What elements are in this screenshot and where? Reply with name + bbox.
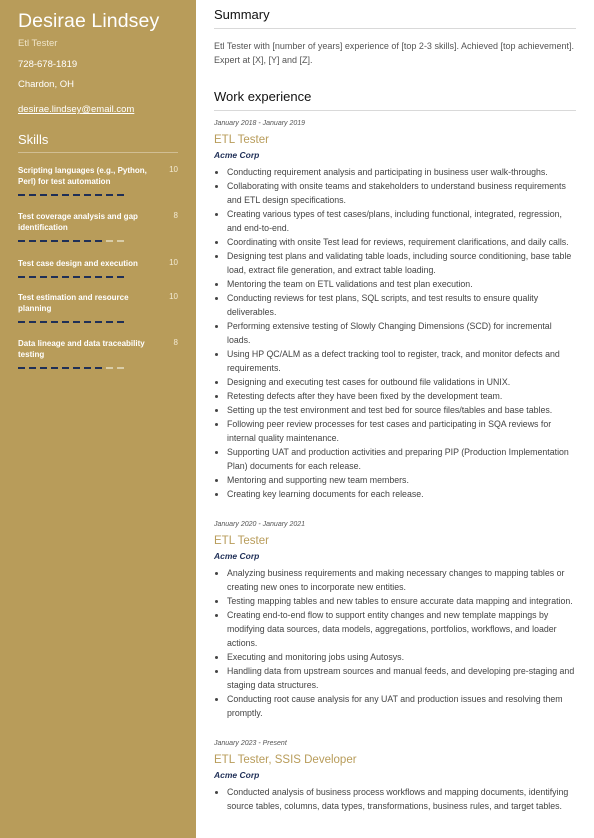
skill-bar-segment [73,367,80,369]
job-bullets [214,566,576,720]
job-bullet: • Conducting root cause analysis for any UAT and production issues and resolving them promptly. [227,692,576,720]
job-bullet: • Setting up the test environment and test bed for source files/tables and base tables. [227,403,576,417]
skill-rating-bar [18,321,178,323]
skill-bar-segment [40,276,47,278]
skill-bar-segment [73,276,80,278]
skill-bar-segment [117,240,124,242]
job-bullet: • Creating various types of test cases/plans, including functional, integrated, regression, and end-to-end. [227,207,576,235]
skill-bar-segment [106,367,113,369]
skill-bar-segment [51,240,58,242]
skill-bar-segment [84,276,91,278]
skill-bar-segment [62,276,69,278]
skill-bar-segment [62,240,69,242]
email-link[interactable]: desirae.lindsey@email.com [18,104,135,115]
skill-name: Test coverage analysis and gap identification [18,212,138,232]
skill-bar-segment [73,194,80,196]
sidebar [0,0,196,838]
skill-bar-segment [40,240,47,242]
skill-rating-bar [18,240,178,242]
skill-item [18,211,178,242]
skill-name: Test case design and execution [18,259,138,268]
job-bullet: • Performing extensive testing of Slowly Changing Dimensions (SCD) for incremental loads. [227,319,576,347]
main-content [214,0,576,813]
job-bullet: • Using HP QC/ALM as a defect tracking tool to register, track, and monitor defects and requirements. [227,347,576,375]
skill-bar-segment [73,321,80,323]
skill-bar-segment [95,194,102,196]
skills-list [18,165,178,369]
skill-bar-segment [73,240,80,242]
job-bullet: • Analyzing business requirements and making necessary changes to mapping tables or creating new ones to incorporate new entities. [227,566,576,594]
job-bullet: • Following peer review processes for test cases and participating in SQA reviews for internal quality maintenance. [227,417,576,445]
work-heading: Work experience [214,89,576,111]
skill-bar-segment [40,194,47,196]
skill-rating: 10 [169,165,178,174]
skill-bar-segment [29,367,36,369]
skill-bar-segment [18,194,25,196]
job-bullet: • Collaborating with onsite teams and stakeholders to understand business requirements and ETL design specifications. [227,179,576,207]
job-entry [214,520,576,720]
job-bullet: • Conducted analysis of business process workflows and mapping documents, identifying source tables, columns, data types, transformations, business rules, and target tables. [227,785,576,813]
skill-bar-segment [18,240,25,242]
skill-bar-segment [51,194,58,196]
skill-bar-segment [40,321,47,323]
job-entry [214,119,576,501]
job-dates: January 2023 - Present [214,740,287,747]
job-bullet: • Creating key learning documents for each release. [227,487,576,501]
skill-rating-bar [18,367,178,369]
job-bullet: • Coordinating with onsite Test lead for reviews, requirement clarifications, and daily calls. [227,235,576,249]
company-name: Acme Corp [214,551,260,561]
skill-bar-segment [84,240,91,242]
job-bullet: • Creating end-to-end flow to support entity changes and new template mappings by modifying data sources, data models, aggregations, portfolios, workflows, and loader actions. [227,608,576,650]
skill-bar-segment [29,321,36,323]
skill-bar-segment [95,240,102,242]
work-section [214,89,576,813]
skill-rating-bar [18,194,178,196]
skill-bar-segment [106,240,113,242]
location: Chardon, OH [18,79,74,90]
skill-rating-bar [18,276,178,278]
skill-rating: 8 [173,211,178,220]
skill-bar-segment [106,276,113,278]
summary-heading: Summary [214,7,576,29]
job-title: ETL Tester [214,535,269,547]
skill-bar-segment [18,276,25,278]
skill-bar-segment [29,240,36,242]
phone-number: 728-678-1819 [18,59,78,70]
skill-bar-segment [95,367,102,369]
skill-name: Scripting languages (e.g., Python, Perl) for test automation [18,166,147,186]
skills-heading: Skills [18,132,178,153]
job-entry [214,739,576,813]
skill-rating: 10 [169,292,178,301]
summary-text: Etl Tester with [number of years] experience of [top 2-3 skills]. Achieved [top achievement]. Expert at [X], [Y] and [Z]. [214,41,575,65]
candidate-title: Etl Tester [18,38,58,49]
skill-bar-segment [117,276,124,278]
job-bullet: • Mentoring the team on ETL validations and test plan execution. [227,277,576,291]
skill-bar-segment [51,276,58,278]
skill-bar-segment [51,321,58,323]
skill-rating: 8 [173,338,178,347]
candidate-name: Desirae Lindsey [18,10,160,32]
skill-bar-segment [18,321,25,323]
job-bullets [214,785,576,813]
job-title: ETL Tester [214,134,269,146]
skill-bar-segment [62,321,69,323]
jobs-list [214,119,576,813]
job-bullet: • Supporting UAT and production activities and preparing PIP (Production Implementation Plan) documents for each release. [227,445,576,473]
skill-bar-segment [95,321,102,323]
skill-bar-segment [117,367,124,369]
job-dates: January 2018 - January 2019 [214,120,306,127]
job-bullet: • Retesting defects after they have been fixed by the development team. [227,389,576,403]
skill-rating: 10 [169,258,178,267]
job-bullet: • Mentoring and supporting new team members. [227,473,576,487]
skill-bar-segment [117,194,124,196]
company-name: Acme Corp [214,770,260,780]
skill-bar-segment [40,367,47,369]
company-name: Acme Corp [214,150,260,160]
job-bullet: • Conducting requirement analysis and participating in business user walk-throughs. [227,165,576,179]
job-bullet: • Handling data from upstream sources and manual feeds, and developing pre-staging and staging data structures. [227,664,576,692]
skill-item [18,165,178,196]
skill-bar-segment [117,321,124,323]
skill-item [18,258,178,278]
job-bullet: • Testing mapping tables and new tables to ensure accurate data mapping and integration. [227,594,576,608]
skill-item [18,338,178,369]
skill-name: Data lineage and data traceability testing [18,339,145,359]
job-bullet: • Conducting reviews for test plans, SQL scripts, and test results to ensure quality deliverables. [227,291,576,319]
skill-bar-segment [106,194,113,196]
skill-item [18,292,178,323]
skill-bar-segment [106,321,113,323]
job-title: ETL Tester, SSIS Developer [214,754,357,766]
skill-bar-segment [84,367,91,369]
skill-bar-segment [84,321,91,323]
skill-bar-segment [84,194,91,196]
summary-section [214,7,576,67]
job-bullets [214,165,576,501]
skill-bar-segment [62,194,69,196]
skill-bar-segment [51,367,58,369]
job-bullet: • Designing and executing test cases for outbound file validations in UNIX. [227,375,576,389]
skill-bar-segment [18,367,25,369]
skill-bar-segment [29,194,36,196]
skill-bar-segment [95,276,102,278]
skill-bar-segment [29,276,36,278]
job-bullet: • Executing and monitoring jobs using Autosys. [227,650,576,664]
job-dates: January 2020 - January 2021 [214,521,306,528]
skill-bar-segment [62,367,69,369]
job-bullet: • Designing test plans and validating table loads, including source conditioning, base table load, extract file generation, and extract table loading. [227,249,576,277]
skill-name: Test estimation and resource planning [18,293,129,313]
